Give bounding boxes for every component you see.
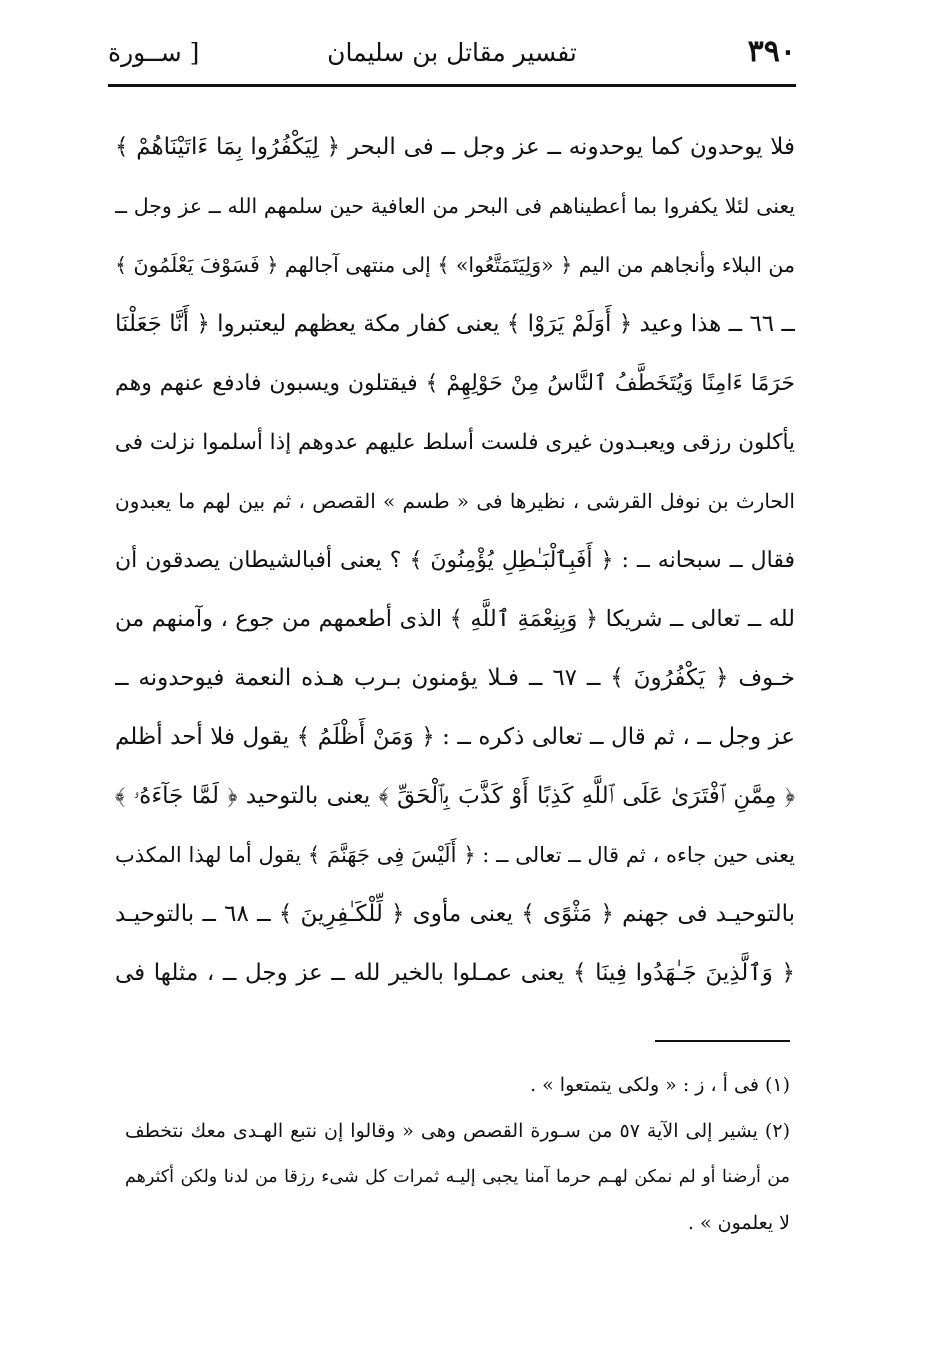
text-line: حَرَمًا ءَامِنًا وَيُتَخَطَّفُ ٱلنَّاسُ مِنْ حَوْلِهِمْ ﴾ فيقتلون ويسبون فادفع عنهم وهم	[115, 371, 795, 396]
text-line: يعنى لئلا يكفروا بما أعطيناهم فى البحر من العافية حين سلمهم الله ــ عز وجل ــ	[115, 194, 795, 218]
header-divider	[108, 84, 796, 87]
running-title: تفسير مقاتل بن سليمان	[327, 38, 577, 67]
surah-heading: [ ســورة	[108, 38, 200, 67]
text-line: من البلاء وأنجاهم من اليم ﴿ «وَلِيَتَمَتَّعُوا» ﴾ إلى منتهى آجالهم ﴿ فَسَوْفَ يَعْلَمُونَ ﴾	[115, 253, 795, 277]
text-line: خـوف ﴿ يَكْفُرُونَ ﴾ ــ ٦٧ ــ فـلا يؤمنون بـرب هـذه النعمة فيوحدونه ــ	[115, 665, 795, 691]
footnote-line: (٢) يشير إلى الآية ٥٧ من سـورة القصص وهى « وقالوا إن نتبع الهـدى معك نتخطف	[125, 1120, 790, 1142]
text-line: لله ــ تعالى ــ شريكا ﴿ وَبِنِعْمَةِ ٱللَّهِ ﴾ الذى أطعمهم من جوع ، وآمنهم من	[115, 606, 795, 632]
text-line: ﴿ وَٱلَّذِينَ جَـٰهَدُوا فِينَا ﴾ يعنى عمـلوا بالخير لله ــ عز وجل ــ ، مثلها فى	[115, 960, 795, 986]
text-line: فقال ــ سبحانه ــ : ﴿ أَفَبِٱلْبَـٰطِلِ يُؤْمِنُونَ ﴾ ؟ يعنى أفبالشيطان يصدقون أن	[115, 548, 795, 573]
footnote-divider	[655, 1040, 790, 1042]
text-line: ﴿ مِمَّنِ ٱفْتَرَىٰ عَلَى ٱللَّهِ كَذِبًا أَوْ كَذَّبَ بِٱلْحَقِّ ﴾ يعنى بالتوحيد ﴿ لَمَّا جَآءَهُۥ ﴾	[115, 783, 795, 809]
body-text	[115, 118, 795, 1003]
text-line: فلا يوحدون كما يوحدونه ــ عز وجل ــ فى البحر ﴿ لِيَكْفُرُوا بِمَا ءَاتَيْنَاهُمْ ﴾	[115, 134, 795, 160]
text-line: بالتوحيـد فى جهنم ﴿ مَثْوًى ﴾ يعنى مأوى ﴿ لِّلْكَـٰفِرِينَ ﴾ ــ ٦٨ ــ بالتوحيـد	[115, 901, 795, 927]
text-line: عز وجل ــ ، ثم قال ــ تعالى ذكره ــ : ﴿ وَمَنْ أَظْلَمُ ﴾ يقول فلا أحد أظلم	[115, 724, 795, 750]
footnotes	[125, 1062, 790, 1246]
footnote-line: من أرضنا أو لم نمكن لهـم حرما آمنا يجبى إليـه ثمرات كل شىء رزقا من لدنا ولكن أكثرهم	[125, 1167, 790, 1187]
page-number: ٣٩٠	[747, 34, 796, 69]
footnote-line: (١) فى أ ، ز : « ولكى يتمتعوا » .	[530, 1074, 790, 1096]
text-line: ــ ٦٦ ــ هذا وعيد ﴿ أَوَلَمْ يَرَوْا ﴾ يعنى كفار مكة يعظهم ليعتبروا ﴿ أَنَّا جَعَلْنَا	[115, 311, 795, 337]
footnote-line: لا يعلمون » .	[687, 1212, 790, 1234]
text-line: يأكلون رزقى ويعبـدون غيرى فلست أسلط عليهم عدوهم إذا أسلموا نزلت فى	[115, 430, 795, 455]
page-header	[108, 30, 796, 80]
text-line: يعنى حين جاءه ، ثم قال ــ تعالى ــ : ﴿ أَلَيْسَ فِى جَهَنَّمَ ﴾ يقول أما لهذا المكذب	[115, 843, 795, 867]
text-line: الحارث بن نوفل القرشى ، نظيرها فى « طسم » القصص ، ثم بين لهم ما يعبدون	[115, 489, 795, 513]
